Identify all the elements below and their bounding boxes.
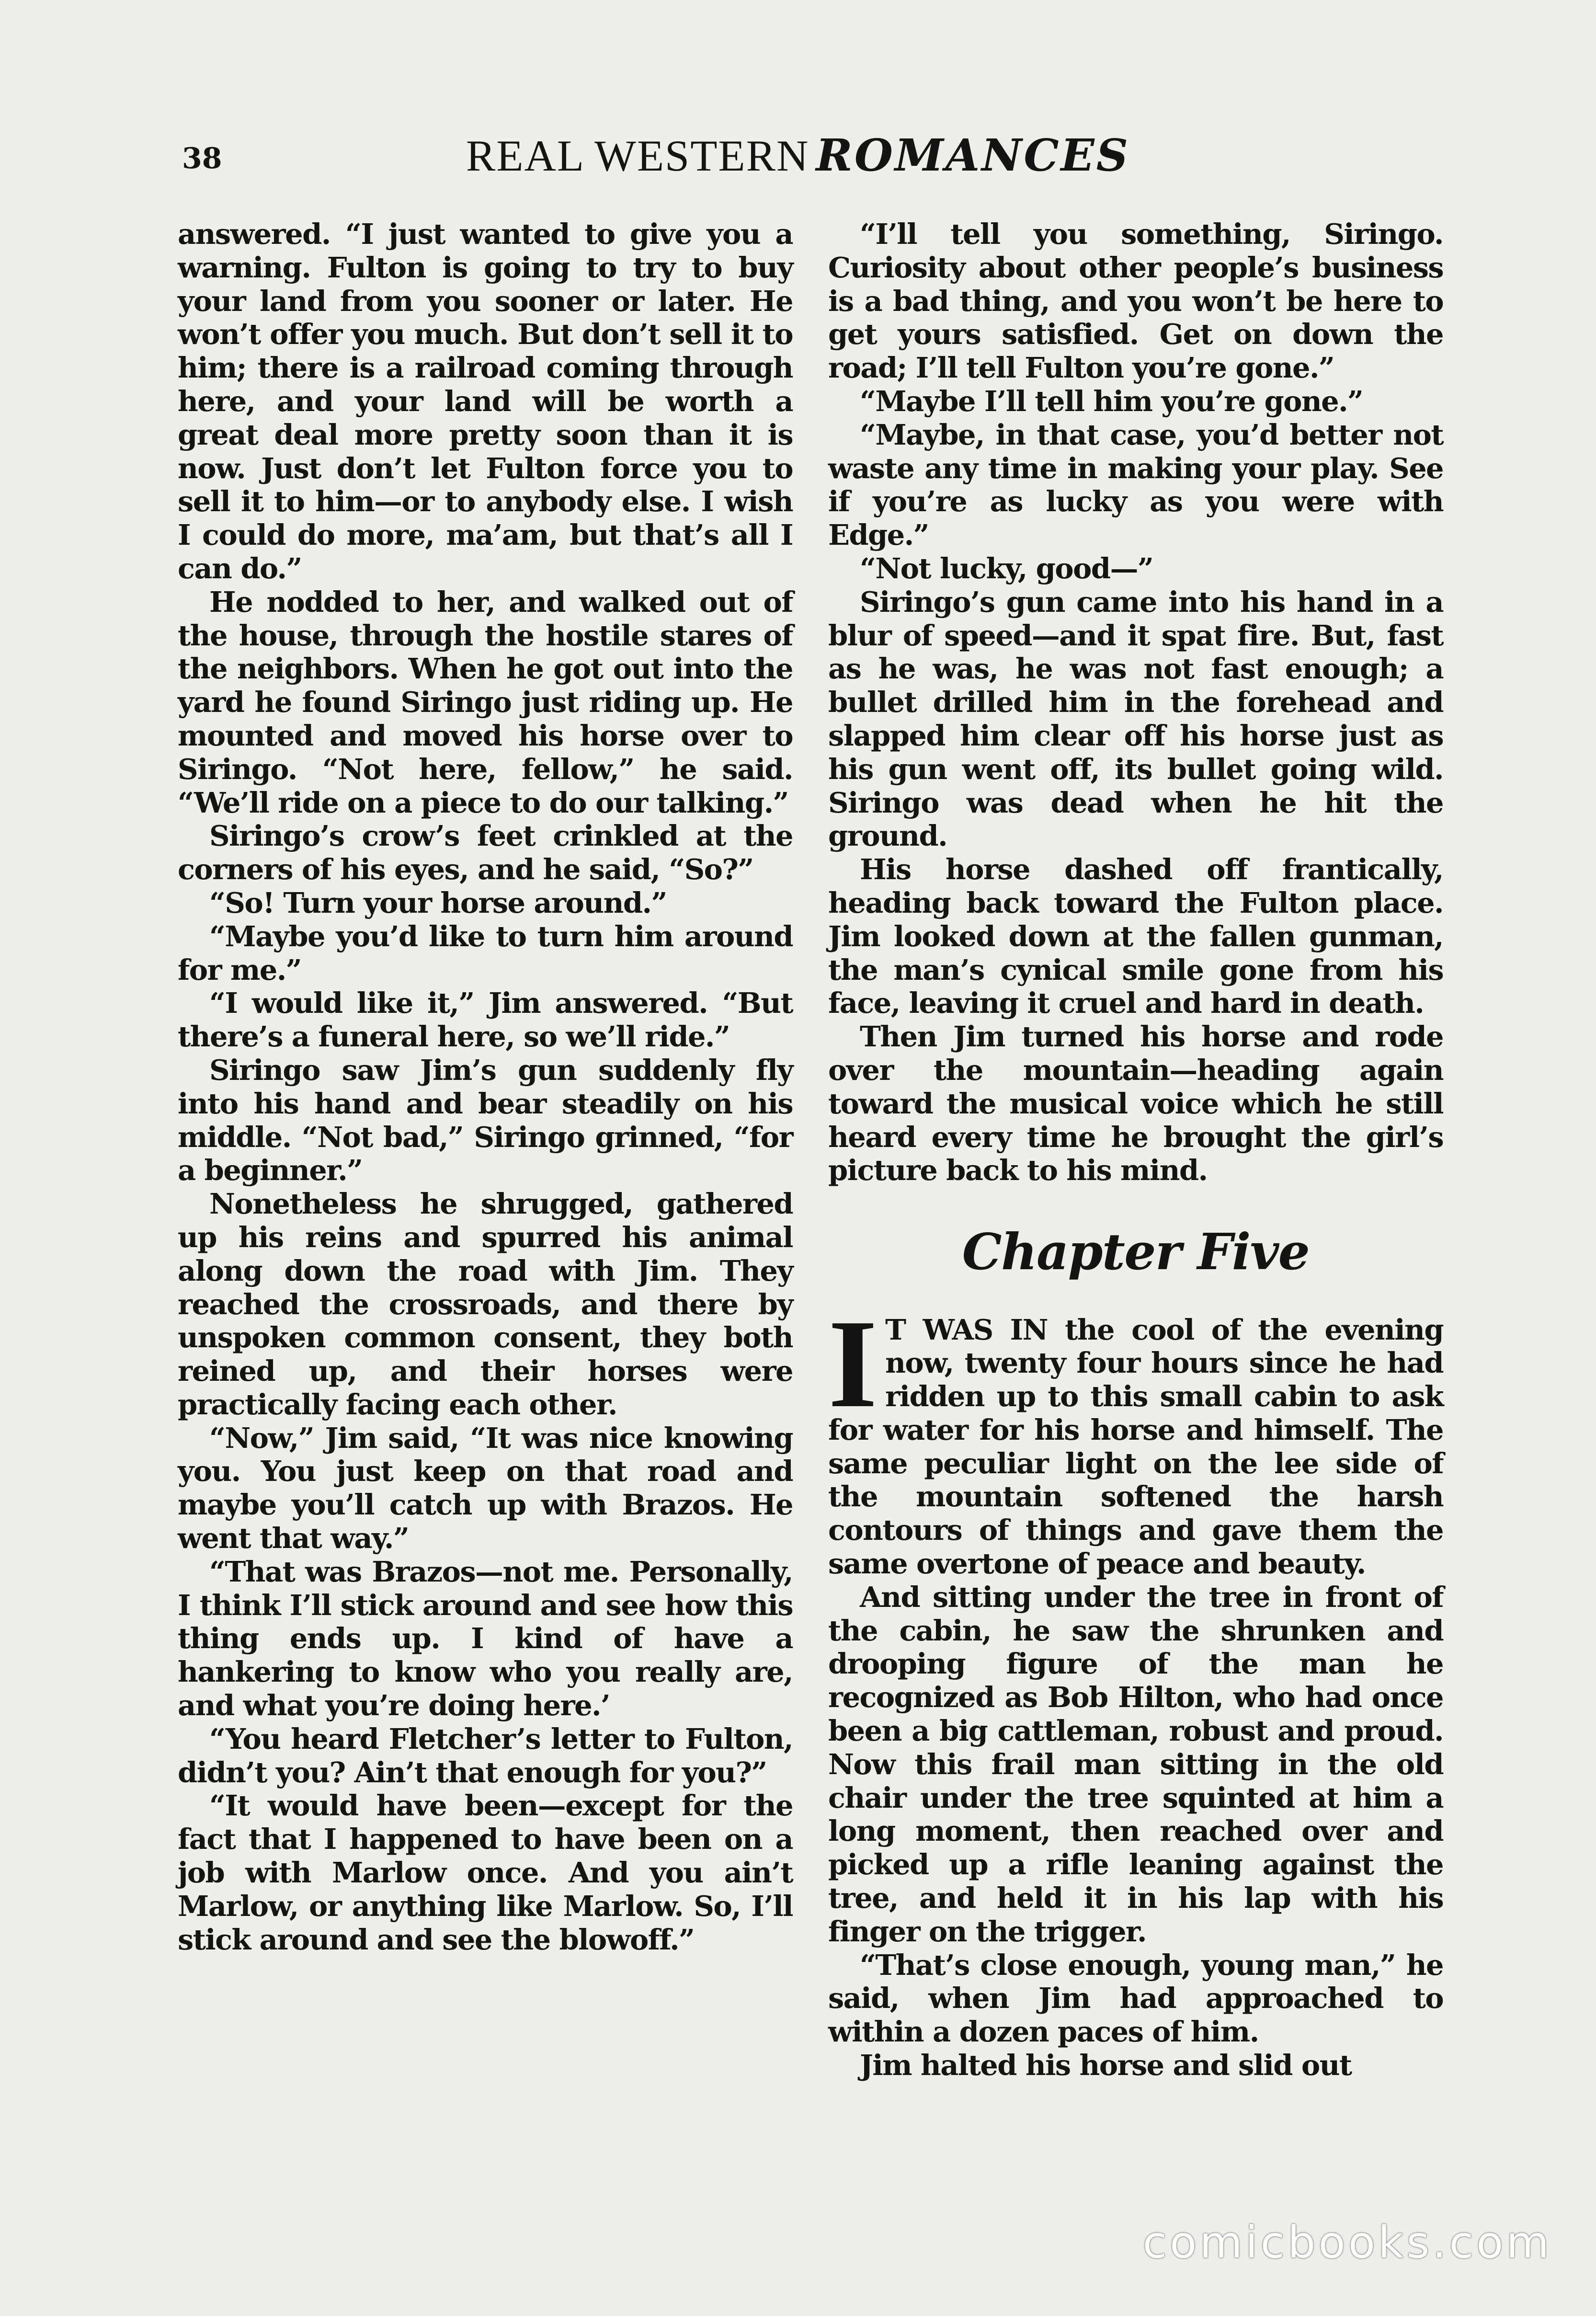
paragraph: “Maybe, in that case, you’d better not waste any time in making your play. See if you’re as lucky as you were with Edge.”	[828, 418, 1443, 552]
paragraph: “That’s close enough, young man,” he said, when Jim had approached to within a dozen paces of him.	[828, 1948, 1443, 2049]
paragraph: “I’ll tell you something, Siringo. Curiosity about other people’s business is a bad thing, and you won’t be here to get yours satisfied. Get on down the road; I’ll tell Fulton you’re gone.”	[828, 218, 1443, 385]
paragraph: “You heard Fletcher’s letter to Fulton, didn’t you? Ain’t that enough for you?”	[178, 1722, 793, 1789]
paragraph: Siringo’s crow’s feet crinkled at the corners of his eyes, and he said, “So?”	[178, 819, 793, 886]
paragraph: “I would like it,” Jim answered. “But there’s a funeral here, so we’ll ride.”	[178, 986, 793, 1054]
watermark: comicbooks.com	[1142, 2217, 1552, 2268]
chapter-opening-text: T WAS IN the cool of the evening now, twenty four hours since he had ridden up to this small cabin to ask for water for his horse and himself. The same peculiar light on the lee side of the mountain softened the harsh contours of things and gave them the same overtone of peace and beauty.	[828, 1313, 1443, 1581]
running-title	[0, 129, 1596, 181]
magazine-title-plain: REAL WESTERN	[466, 131, 809, 180]
paragraph: Jim halted his horse and slid out	[860, 2049, 1352, 2082]
paragraph: answered. “I just wanted to give you a warning. Fulton is going to try to buy your land from you sooner or later. He won’t offer you much. But don’t sell it to him; there is a railroad coming through here, and your land will be worth a great deal more pretty soon than it is now. Just don’t let Fulton force you to sell it to him—or to anybody else. I wish I could do more, ma’am, but that’s all I can do.”	[178, 218, 793, 585]
paragraph: “Maybe I’ll tell him you’re gone.”	[860, 384, 1363, 418]
paragraph: “So! Turn your horse around.”	[209, 886, 667, 919]
paragraph: His horse dashed off frantically, heading back toward the Fulton place. Jim looked down at the fallen gunman, the man’s cynical smile gone from his face, leaving it cruel and hard in death.	[828, 853, 1443, 1020]
page-number: 38	[182, 142, 222, 175]
paragraph: “Not lucky, good—”	[860, 551, 1153, 585]
paragraph: “It would have been—except for the fact that I happened to have been on a job with Marlow once. And you ain’t Marlow, or anything like Marlow. So, I’ll stick around and see the blowoff.”	[178, 1789, 793, 1956]
magazine-title-bold: ROMANCES	[816, 129, 1130, 181]
paragraph: Nonetheless he shrugged, gathered up his reins and spurred his animal along down the road with Jim. They reached the crossroads, and there by unspoken common consent, they both reined up, and their horses were practically facing each other.	[178, 1187, 793, 1421]
paragraph: Siringo saw Jim’s gun suddenly fly into his hand and bear steadily on his middle. “Not bad,” Siringo grinned, “for a beginner.”	[178, 1053, 793, 1187]
paragraph: Siringo’s gun came into his hand in a blur of speed—and it spat fire. But, fast as he was, he was not fast enough; a bullet drilled him in the forehead and slapped him clear off his horse just as his gun went off, its bullet going wild. Siringo was dead when he hit the ground.	[828, 585, 1443, 853]
paragraph: “Now,” Jim said, “It was nice knowing you. You just keep on that road and maybe you’ll catch up with Brazos. He went that way.”	[178, 1421, 793, 1555]
paragraph: He nodded to her, and walked out of the house, through the hostile stares of the neighbors. When he got out into the yard he found Siringo just riding up. He mounted and moved his horse over to Siringo. “Not here, fellow,” he said. “We’ll ride on a piece to do our talking.”	[178, 585, 793, 819]
paragraph: And sitting under the tree in front of the cabin, he saw the shrunken and drooping figure of the man he recognized as Bob Hilton, who had once been a big cattleman, robust and proud. Now this frail man sitting in the old chair under the tree squinted at him a long moment, then reached over and picked up a rifle leaning against the tree, and held it in his lap with his finger on the trigger.	[828, 1580, 1443, 1948]
paragraph: “Maybe you’d like to turn him around for me.”	[178, 919, 793, 986]
drop-cap: I	[828, 1294, 877, 1434]
left-column	[178, 218, 793, 1956]
chapter-heading: Chapter Five	[962, 1222, 1310, 1282]
chapter-opening-paragraph	[828, 1294, 1443, 1581]
right-column	[828, 218, 1443, 2082]
paragraph: “That was Brazos—not me. Personally, I think I’ll stick around and see how this thing ends up. I kind of have a hankering to know who you really are, and what you’re doing here.’	[178, 1555, 793, 1722]
paragraph: Then Jim turned his horse and rode over the mountain—heading again toward the musical voice which he still heard every time he brought the girl’s picture back to his mind.	[828, 1020, 1443, 1187]
